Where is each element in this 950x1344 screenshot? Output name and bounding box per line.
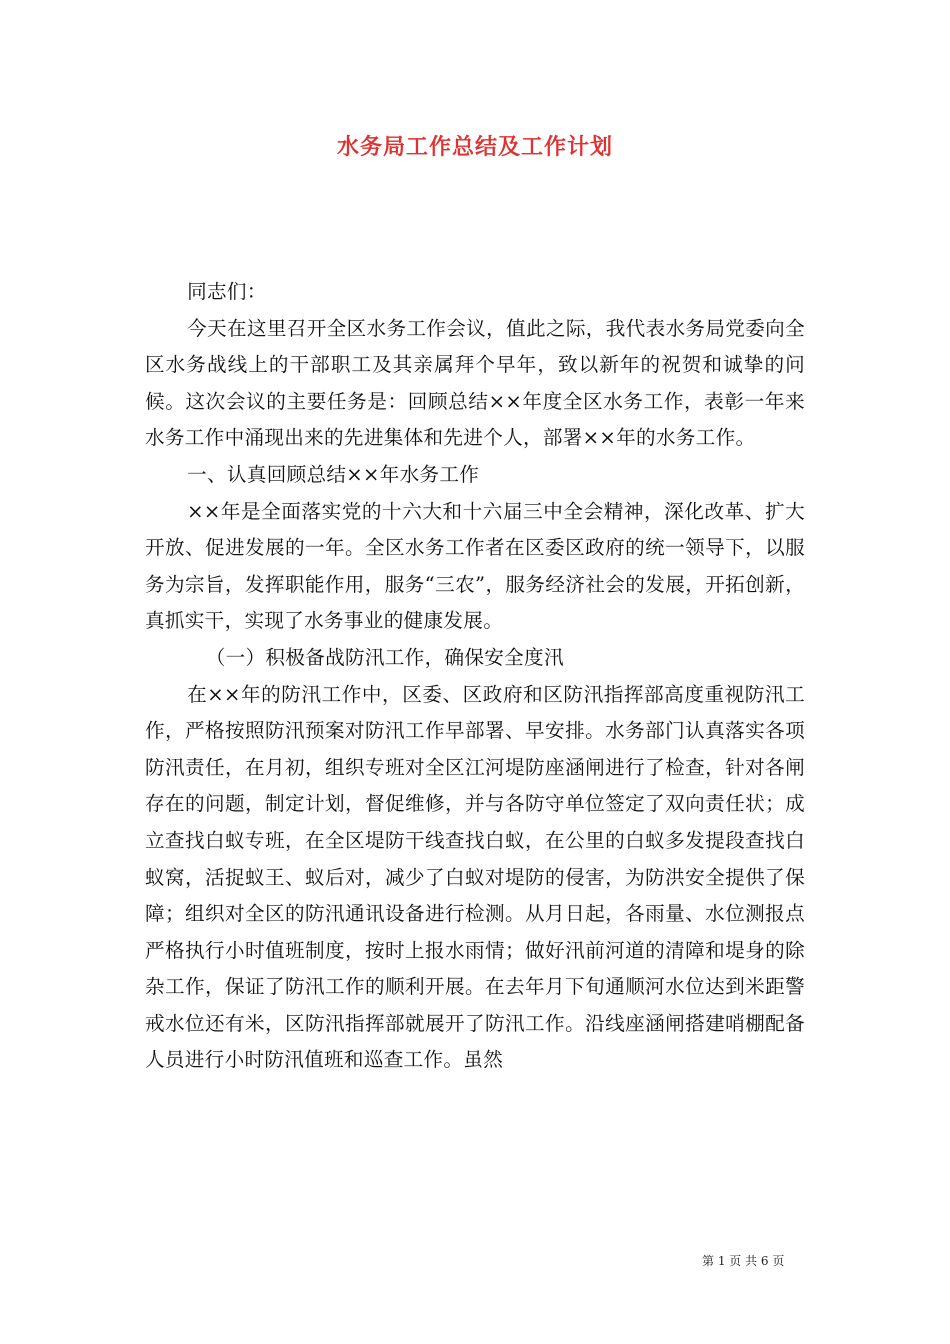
paragraph: 在××年的防汛工作中，区委、区政府和区防汛指挥部高度重视防汛工作，严格按照防汛预案对防汛工作早部署、早安排。水务部门认真落实各项防汛责任，在月初，组织专班对全区江河堤防座涵闸进行了检查，针对各闸存在的问题，制定计划，督促维修，并与各防守单位签定了双向责任状；成立查找白蚁专班，在全区堤防干线查找白蚁，在公里的白蚁多发提段查找白蚁窝，活捉蚁王、蚁后对，减少了白蚁对堤防的侵害，为防洪安全提供了保障；组织对全区的防汛通讯设备进行检测。从月日起，各雨量、水位测报点严格执行小时值班制度，按时上报水雨情；做好汛前河道的清障和堤身的除杂工作，保证了防汛工作的顺利开展。在去年月下旬通顺河水位达到米距警戒水位还有米，区防汛指挥部就展开了防汛工作。沿线座涵闸搭建哨棚配备人员进行小时防汛值班和巡查工作。虽然 (145, 682, 805, 1072)
section-heading: 一、认真回顾总结××年水务工作 (187, 462, 480, 486)
salutation: 同志们： (187, 280, 267, 303)
page-footer: 第 1 页 共 6 页 (702, 1254, 785, 1268)
document-body (145, 274, 805, 1079)
paragraph: 今天在这里召开全区水务工作会议，值此之际，我代表水务局党委向全区水务战线上的干部职工及其亲属拜个早年，致以新年的祝贺和诚挚的问候。这次会议的主要任务是：回顾总结××年度全区水务工作，表彰一年来水务工作中涌现出来的先进集体和先进个人，部署××年的水务工作。 (145, 316, 805, 450)
subsection-heading: （一）积极备战防汛工作，确保安全度汛 (205, 645, 564, 669)
paragraph: ××年是全面落实党的十六大和十六届三中全会精神，深化改革、扩大开放、促进发展的一年。全区水务工作者在区委区政府的统一领导下，以服务为宗旨，发挥职能作用，服务“三农”，服务经济社会的发展，开拓创新，真抓实干，实现了水务事业的健康发展。 (145, 499, 805, 633)
document-title: 水务局工作总结及工作计划 (336, 134, 613, 160)
